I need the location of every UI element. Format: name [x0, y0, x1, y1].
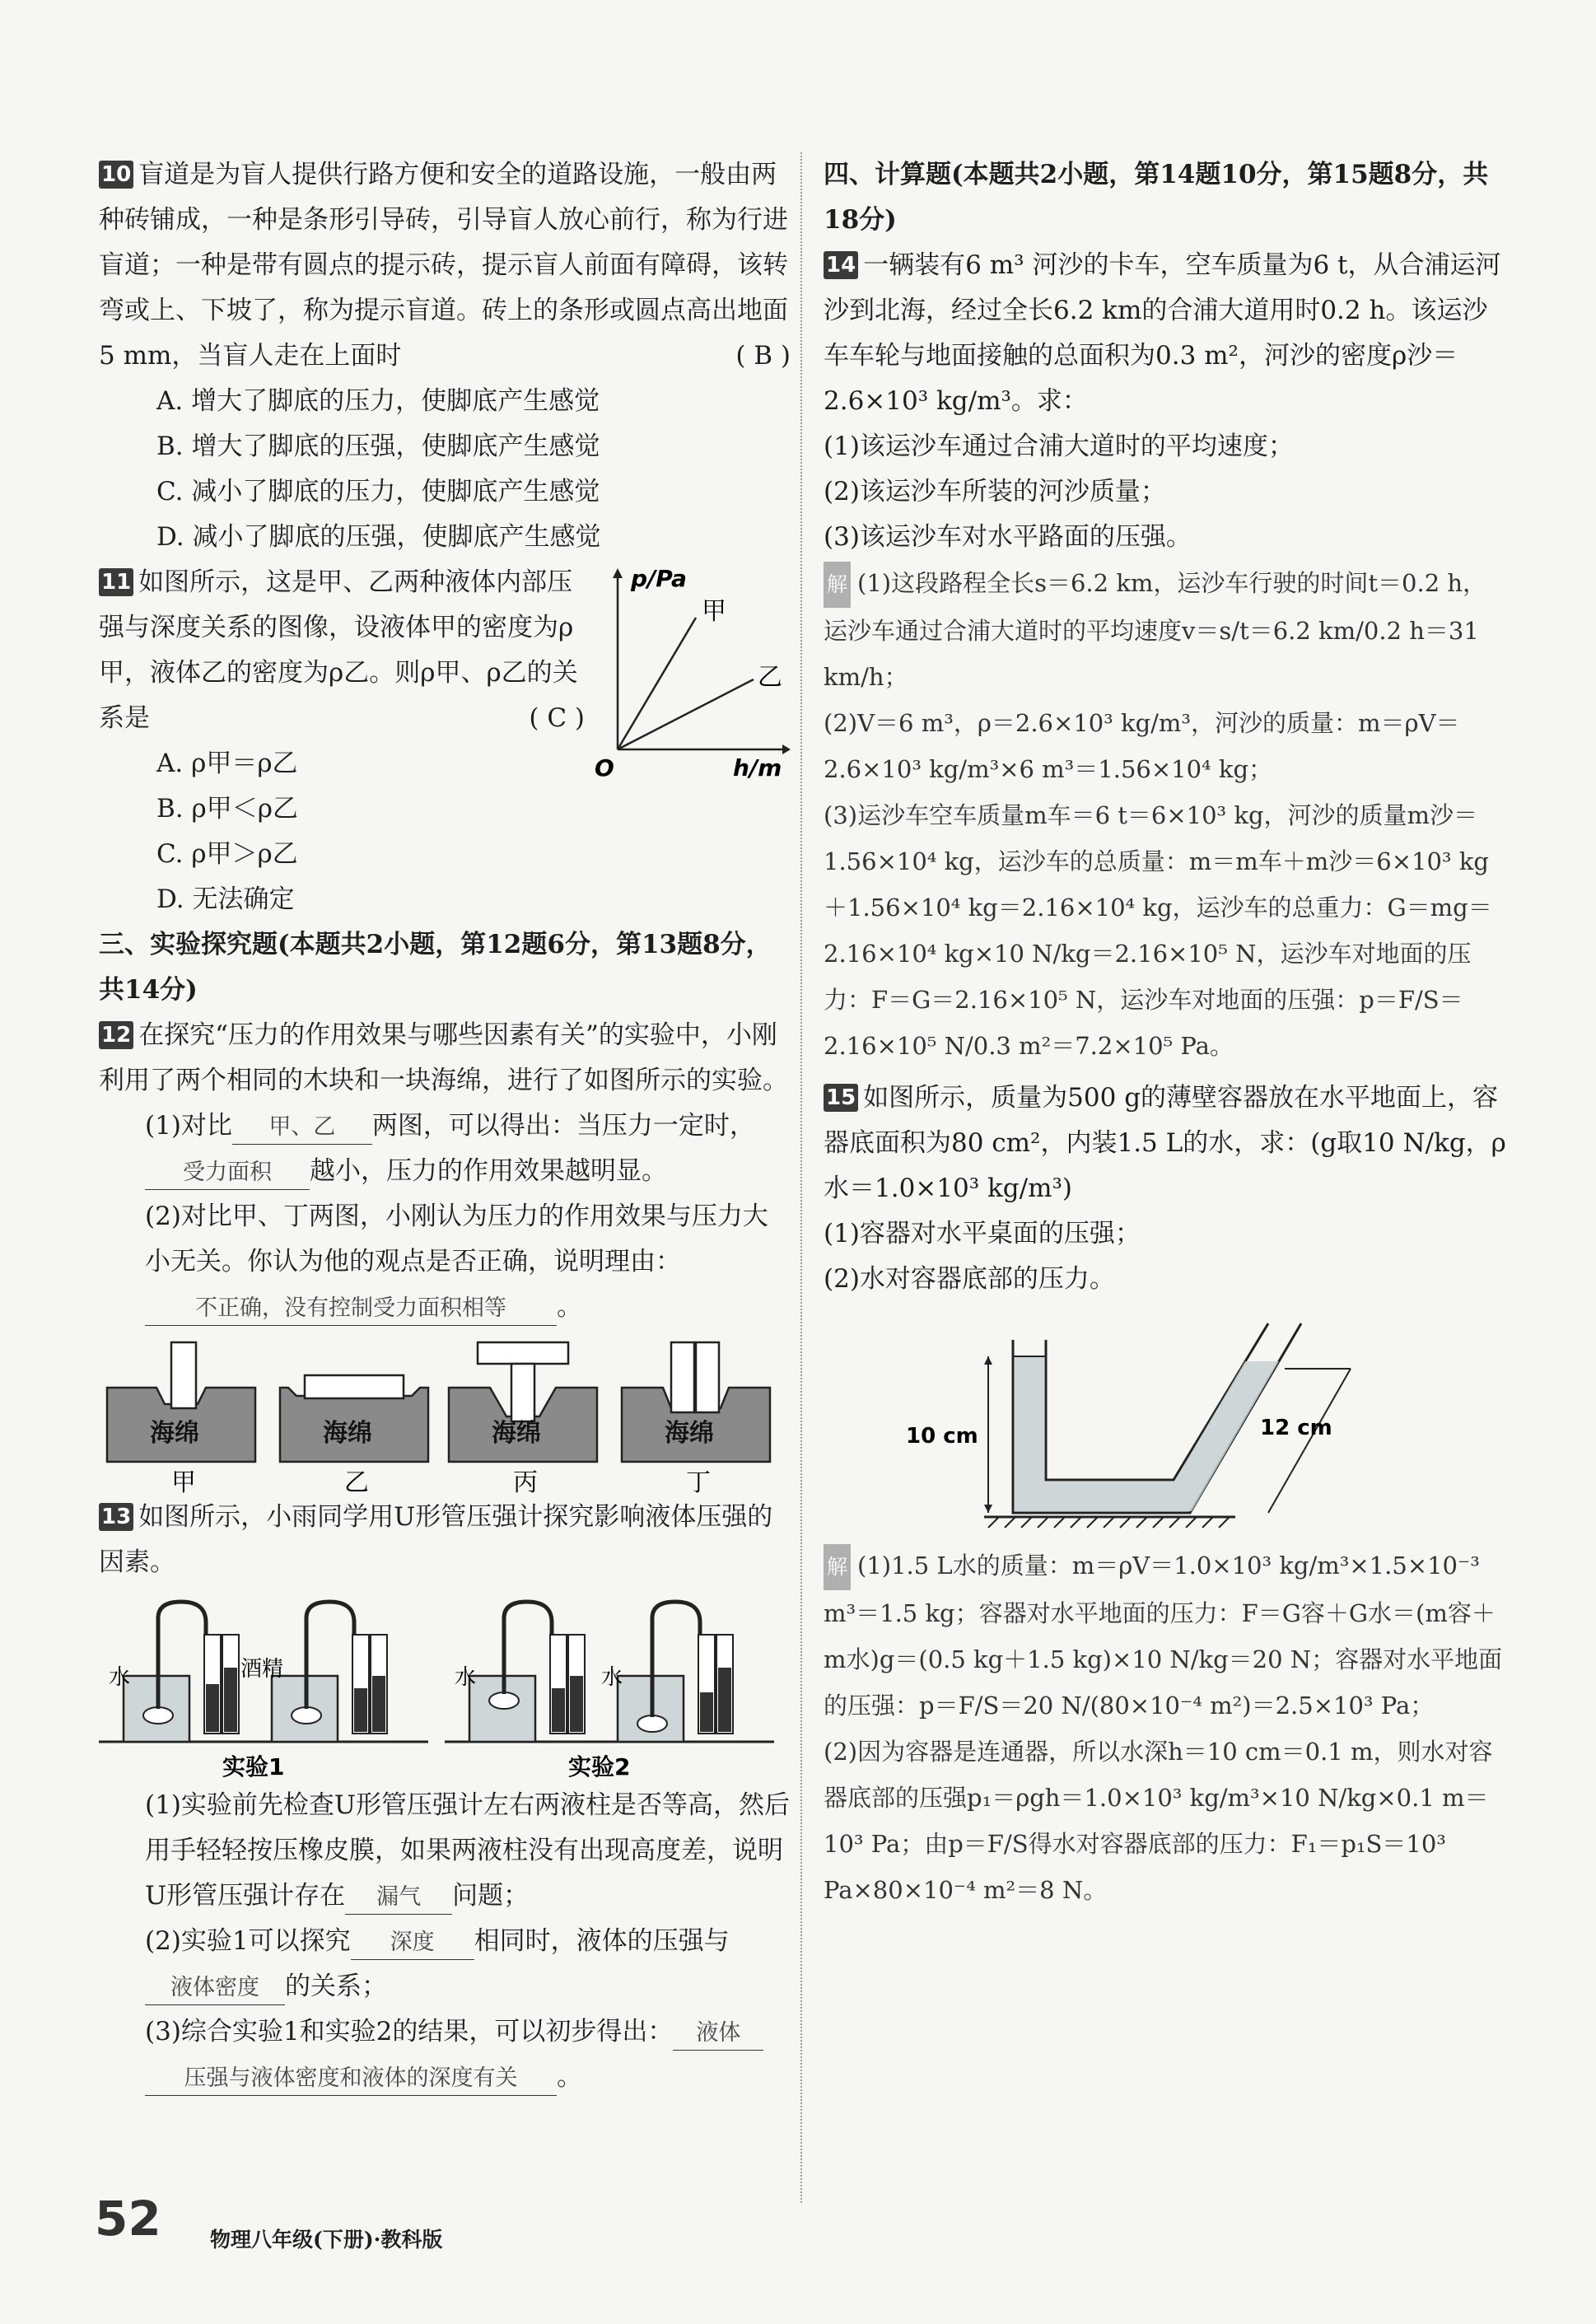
solution-mark: 解 [824, 1544, 851, 1590]
question-10 [99, 152, 791, 560]
sponge-label: 海绵 [323, 1419, 372, 1448]
water-label: 水 [109, 1665, 131, 1690]
part1-text-c: 越小，压力的作用效果越明显。 [310, 1156, 667, 1186]
solution-part-2: (2)V＝6 m³，ρ＝2.6×10³ kg/m³，河沙的质量：m＝ρV＝2.6×10³ kg/m³×6 m³＝1.56×10⁴ kg； [824, 709, 1460, 783]
choice-answer: ( C ) [529, 703, 585, 733]
section-4-heading: 四、计算题(本题共2小题，第14题10分，第15题8分，共18分) [824, 160, 1489, 235]
question-number: 11 [99, 568, 133, 596]
sponge-label: 海绵 [492, 1419, 541, 1448]
graph-y-label: p/Pa [631, 565, 687, 592]
option-c: C. 减小了脚底的压力，使脚底产生感觉 [156, 477, 600, 506]
option-a: A. 增大了脚底的压力，使脚底产生感觉 [156, 386, 600, 416]
question-number: 13 [99, 1503, 133, 1531]
experiment-2-label: 实验2 [568, 1753, 631, 1780]
part1-text-b: 两图，可以得出：当压力一定时， [371, 1111, 755, 1141]
question-15 [824, 1076, 1507, 1913]
answer-blank: 甲、乙 [232, 1111, 372, 1145]
option-b: B. 增大了脚底的压强，使脚底产生感觉 [156, 432, 600, 461]
fig-label-jia: 甲 [171, 1468, 196, 1495]
question-text: 在探究“压力的作用效果与哪些因素有关”的实验中，小刚利用了两个相同的木块和一块海绵，进行了如图所示的实验。 [99, 1020, 788, 1095]
answer-blank: 不正确，没有控制受力面积相等 [145, 1292, 557, 1326]
question-text: 如图所示，小雨同学用U形管压强计探究影响液体压强的因素。 [99, 1502, 773, 1577]
fig-label-ding: 丁 [686, 1468, 711, 1495]
u-tube-experiment-figure [99, 1585, 791, 1783]
water-label: 水 [601, 1665, 623, 1690]
experiment-1-label: 实验1 [222, 1753, 285, 1780]
part1-text-b: 问题； [452, 1881, 530, 1911]
answer-blank: 液体 [673, 2017, 763, 2051]
solution-mark: 解 [824, 562, 851, 608]
fig-label-bing: 丙 [513, 1468, 538, 1495]
option-d: D. 减小了脚底的压强，使脚底产生感觉 [156, 522, 601, 552]
page-number: 52 [95, 2191, 161, 2247]
part3-text-a: (3)综合实验1和实验2的结果，可以初步得出： [145, 2017, 674, 2046]
fig-label-yi: 乙 [344, 1468, 369, 1495]
solution-part-1: (1)1.5 L水的质量：m＝ρV＝1.0×10³ kg/m³×1.5×10⁻³ m³＝1.5 kg；容器对水平地面的压力：F＝G容＋G水＝(m容＋m水)g＝(0.5 kg＋1.5 kg)×10 N/kg＝20 N；容器对水平地面的压强：p＝F/S＝20 N/(80×10⁻⁴ m²)＝2.5×10³ Pa； [824, 1552, 1503, 1720]
height-label: 10 cm [906, 1424, 978, 1449]
sponge-label: 海绵 [150, 1419, 199, 1448]
part1-text-a: (1)对比 [145, 1111, 232, 1141]
water-label: 水 [455, 1665, 477, 1690]
question-11 [99, 560, 791, 922]
ask-1: (1)容器对水平桌面的压强； [824, 1219, 1141, 1248]
question-number: 14 [824, 251, 858, 279]
part2-end: 。 [557, 1292, 582, 1322]
part2-text-b: 相同时，液体的压强与 [474, 1926, 730, 1956]
section-3-heading: 三、实验探究题(本题共2小题，第12题6分，第13题8分，共14分) [99, 930, 772, 1005]
solution-part-2: (2)因为容器是连通器，所以水深h＝10 cm＝0.1 m，则水对容器底部的压强p₁＝ρgh＝1.0×10³ kg/m³×10 N/kg×0.1 m＝10³ Pa；由p＝F/S得水对容器底部的压力：F₁＝p₁S＝10³ Pa×80×10⁻⁴ m²＝8 N。 [824, 1738, 1493, 1904]
alcohol-label: 酒精 [240, 1657, 284, 1682]
graph-x-label: h/m [733, 754, 782, 782]
right-column [824, 152, 1507, 1913]
ask-1: (1)该运沙车通过合浦大道时的平均速度； [824, 432, 1294, 461]
graph-line-yi: 乙 [758, 663, 782, 692]
answer-blank: 液体密度 [145, 1972, 285, 2005]
part1-text-a: (1)实验前先检查U形管压强计左右两液柱是否等高，然后用手轻轻按压橡皮膜，如果两液柱没有出现高度差，说明U形管压强计存在 [145, 1790, 791, 1911]
question-text: 如图所示，这是甲、乙两种液体内部压强与深度关系的图像，设液体甲的密度为ρ甲，液体乙的密度为ρ乙。则ρ甲、ρ乙的关系是 [99, 567, 578, 733]
ask-3: (3)该运沙车对水平路面的压强。 [824, 522, 1192, 552]
ask-2: (2)该运沙车所装的河沙质量； [824, 477, 1166, 506]
sponge-label: 海绵 [665, 1419, 714, 1448]
solution-part-3: (3)运沙车空车质量m车＝6 t＝6×10³ kg，河沙的质量m沙＝1.56×10⁴ kg，运沙车的总质量：m＝m车＋m沙＝6×10³ kg＋1.56×10⁴ kg＝2.16×10⁴ kg，运沙车的总重力：G＝mg＝2.16×10⁴ kg×10 N/kg＝2.16×10⁵ N，运沙车对地面的压力：F＝G＝2.16×10⁵ N，运沙车对地面的压强：p＝F/S＝2.16×10⁵ N/0.3 m²＝7.2×10⁵ Pa。 [824, 801, 1492, 1060]
length-label: 12 cm [1260, 1416, 1332, 1440]
answer-blank: 漏气 [345, 1881, 452, 1915]
choice-answer: ( B ) [735, 341, 791, 371]
answer-blank: 受力面积 [145, 1156, 310, 1190]
left-column [99, 152, 791, 2100]
container-figure [824, 1307, 1507, 1538]
question-text: 一辆装有6 m³ 河沙的卡车，空车质量为6 t，从合浦运河沙到北海，经过全长6.2 km的合浦大道用时0.2 h。该运沙车车轮与地面接触的总面积为0.3 m²，河沙的密度ρ沙＝2.6×10³ kg/m³。求： [824, 250, 1501, 416]
pressure-depth-graph [585, 560, 791, 782]
part2-text-c: 的关系； [285, 1972, 387, 2001]
question-number: 10 [99, 161, 133, 189]
column-divider [800, 152, 802, 2203]
question-text: 盲道是为盲人提供行路方便和安全的道路设施，一般由两种砖铺成，一种是条形引导砖，引导盲人放心前行，称为行进盲道；一种是带有圆点的提示砖，提示盲人前面有障碍，该转弯或上、下坡了，称为提示盲道。砖上的条形或圆点高出地面5 mm，当盲人走在上面时 [99, 160, 788, 371]
question-number: 12 [99, 1021, 133, 1049]
option-d: D. 无法确定 [156, 884, 295, 914]
ask-2: (2)水对容器底部的压力。 [824, 1264, 1115, 1294]
question-number: 15 [824, 1084, 858, 1112]
question-text: 如图所示，质量为500 g的薄壁容器放在水平地面上，容器底面积为80 cm²，内装1.5 L的水，求：(g取10 N/kg，ρ水＝1.0×10³ kg/m³) [824, 1083, 1506, 1203]
solution-part-1: (1)这段路程全长s＝6.2 km，运沙车行驶的时间t＝0.2 h，运沙车通过合浦大道时的平均速度v＝s/t＝6.2 km/0.2 h＝31 km/h； [824, 569, 1487, 691]
sponge-experiment-figure [99, 1338, 791, 1495]
question-13 [99, 1495, 791, 2100]
graph-line-jia: 甲 [702, 597, 726, 626]
graph-origin: O [595, 754, 614, 782]
part3-end: 。 [557, 2062, 582, 2092]
part2-text-a: (2)实验1可以探究 [145, 1926, 351, 1956]
question-12 [99, 1013, 791, 1495]
option-c: C. ρ甲＞ρ乙 [156, 839, 298, 869]
answer-blank: 压强与液体密度和液体的深度有关 [145, 2062, 557, 2096]
option-a: A. ρ甲＝ρ乙 [156, 749, 298, 778]
answer-blank: 深度 [351, 1926, 474, 1960]
question-14 [824, 243, 1507, 1069]
part2-text: (2)对比甲、丁两图，小刚认为压力的作用效果与压力大小无关。你认为他的观点是否正确，说明理由： [145, 1202, 768, 1276]
option-b: B. ρ甲＜ρ乙 [156, 794, 298, 824]
book-title: 物理八年级(下册)·教科版 [210, 2228, 443, 2252]
